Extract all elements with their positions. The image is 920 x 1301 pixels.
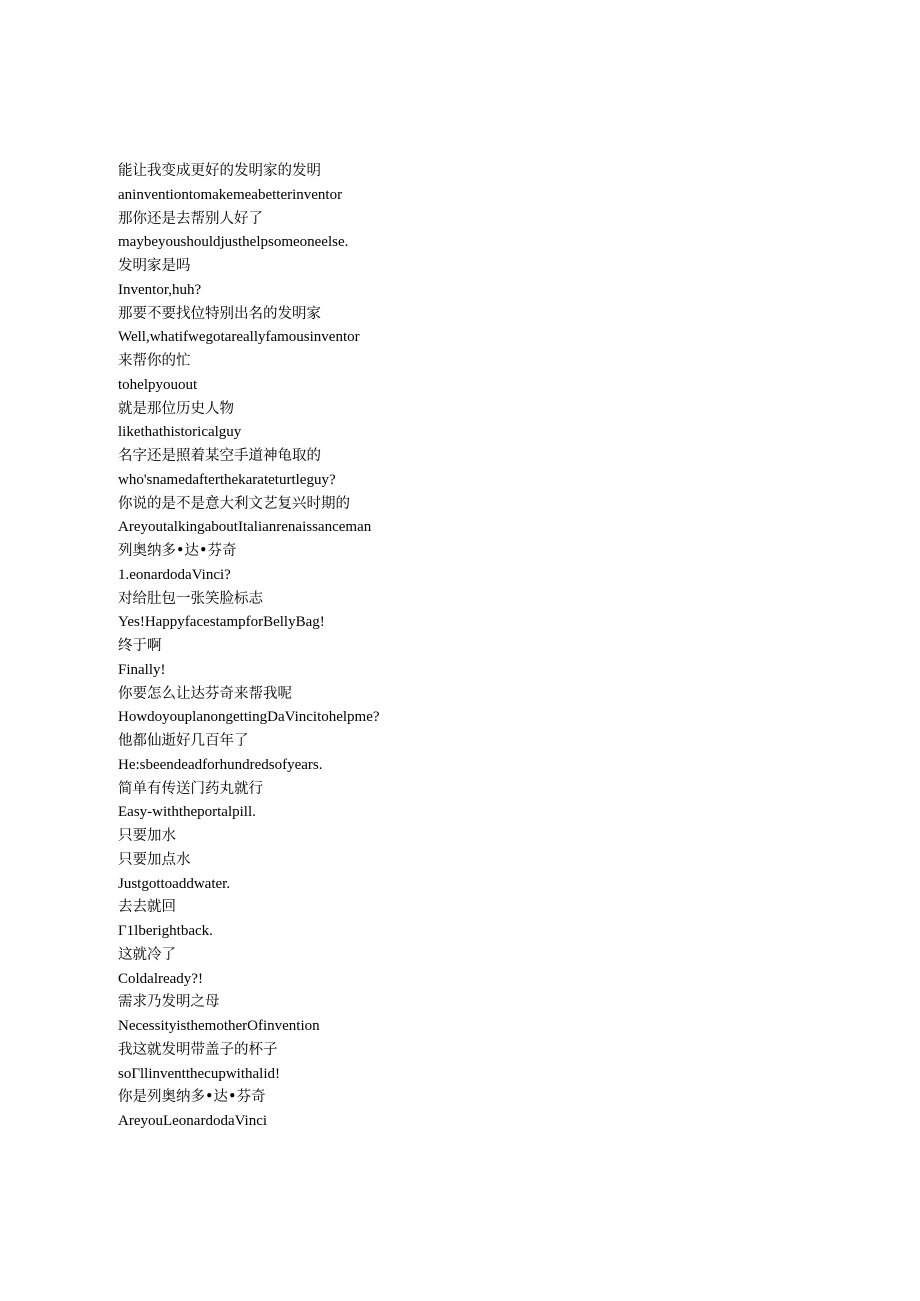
chinese-subtitle-line: 那要不要找位特别出名的发明家 [118,305,321,322]
chinese-subtitle-line: 能让我变成更好的发明家的发明 [118,163,321,179]
english-subtitle-line: 1.eonardodaVinci? [118,566,231,583]
chinese-subtitle-line: 这就冷了 [118,946,176,963]
english-subtitle-line: AreyoutalkingaboutItalianrenaissanceman [118,519,372,536]
english-subtitle-line: tohelpyouout [118,376,198,393]
chinese-subtitle-line: 只要加点水 [118,851,191,868]
english-subtitle-line: aninventiontomakemeabetterinventor [118,186,343,203]
chinese-subtitle-line: 对给肚包一张笑脸标志 [118,590,263,607]
english-subtitle-line: likethathistoricalguy [118,424,242,441]
chinese-subtitle-line: 你是列奥纳多•达•芬奇 [118,1089,266,1106]
english-subtitle-line: Yes!HappyfacestampforBellyBag! [118,614,325,631]
chinese-subtitle-line: 就是那位历史人物 [118,400,234,417]
chinese-subtitle-line: 发明家是吗 [118,258,191,274]
chinese-subtitle-line: 简单有传送门药丸就行 [118,780,263,797]
chinese-subtitle-line: 我这就发明带盖子的杯子 [118,1041,278,1058]
english-subtitle-line: HowdoyouplanongettingDaVincitohelpme? [118,709,380,726]
chinese-subtitle-line: 只要加水 [118,828,176,844]
chinese-subtitle-line: 去去就回 [118,899,176,916]
chinese-subtitle-line: 终于啊 [118,638,162,654]
chinese-subtitle-line: 你说的是不是意大利文艺复兴时期的 [118,495,350,512]
english-subtitle-line: He:sbeendeadforhundredsofyears. [118,756,323,773]
english-subtitle-line: AreyouLeonardodaVinci [118,1113,268,1129]
chinese-subtitle-line: 列奥纳多•达•芬奇 [118,543,237,559]
chinese-subtitle-line: 那你还是去帮别人好了 [118,210,263,227]
english-subtitle-line: who'snamedafterthekarateturtleguy? [118,471,336,488]
english-subtitle-line: Coldalready?! [118,970,203,987]
english-subtitle-line: Easy-withtheportalpill. [118,804,256,821]
english-subtitle-line: Well,whatifwegotareallyfamousinventor [118,329,360,346]
english-subtitle-line: soΓllinventthecupwithalid! [118,1065,280,1082]
english-subtitle-line: Finally! [118,661,166,678]
english-subtitle-line: maybeyoushouldjusthelpsomeoneelse. [118,234,349,251]
chinese-subtitle-line: 你要怎么让达芬奇来帮我呢 [118,685,292,702]
chinese-subtitle-line: 名字还是照着某空手道神龟取的 [118,448,321,464]
chinese-subtitle-line: 需求乃发明之母 [118,994,220,1011]
english-subtitle-line: Γ1lberightback. [118,923,213,939]
chinese-subtitle-line: 来帮你的忙 [118,353,191,369]
english-subtitle-line: Justgottoaddwater. [118,875,231,892]
subtitle-lines [118,160,818,1134]
english-subtitle-line: NecessityisthemotherOfinvention [118,1018,320,1034]
english-subtitle-line: Inventor,huh? [118,281,202,298]
chinese-subtitle-line: 他都仙逝好几百年了 [118,733,249,749]
